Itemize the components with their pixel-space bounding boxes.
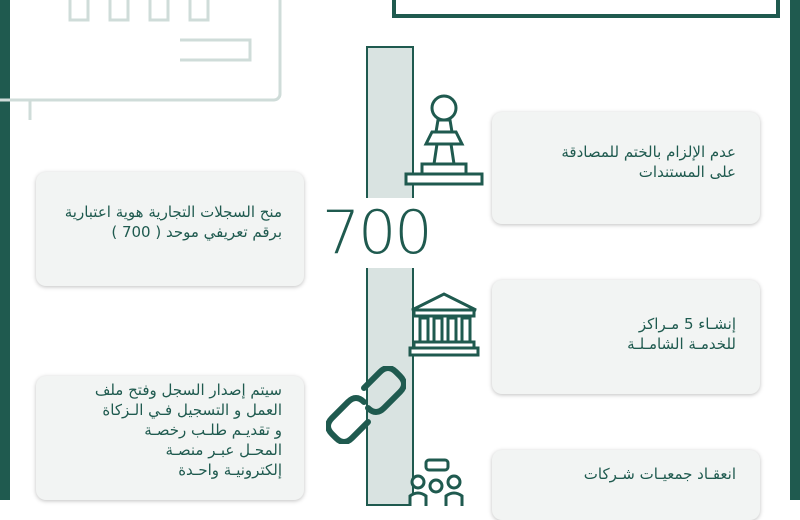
card-text-line: على المستندات (638, 163, 736, 181)
card-text-line: إنشـاء 5 مـراكز (638, 315, 736, 333)
monitor-illustration-icon (0, 0, 300, 120)
card-text-line: العمل و التسجيل فـي الـزكاة (102, 401, 282, 419)
timeline-card-assemblies (492, 450, 760, 520)
bank-building-icon (408, 292, 480, 358)
timeline-card-stamp (492, 112, 760, 224)
people-meeting-icon (408, 456, 464, 506)
card-text-line: المحـل عبـر منصـة (165, 441, 282, 459)
card-text-line: و تقديـم طلـب رخصـة (144, 421, 282, 439)
card-text-line: برقم تعريفي موحد ( 700 ) (111, 223, 282, 241)
card-text-line: سيتم إصدار السجل وفتح ملف (94, 381, 282, 399)
stamp-icon (404, 92, 484, 188)
timeline-card-700 (36, 172, 304, 286)
number-700: 700 (322, 198, 431, 268)
card-text-line: منح السجلات التجارية هوية اعتبارية (64, 203, 282, 221)
card-text-line: عدم الإلزام بالختم للمصادقة (561, 143, 736, 161)
timeline-card-service-centers (492, 280, 760, 394)
card-text-line: انعقـاد جمعيـات شـركات (583, 465, 736, 483)
timeline-card-single-platform (36, 376, 304, 500)
chain-link-icon (326, 366, 406, 444)
top-banner-frame (392, 0, 780, 18)
card-text-line: إلكترونيـة واحـدة (178, 461, 282, 479)
card-text-line: للخدمـة الشامـلـة (627, 335, 736, 353)
